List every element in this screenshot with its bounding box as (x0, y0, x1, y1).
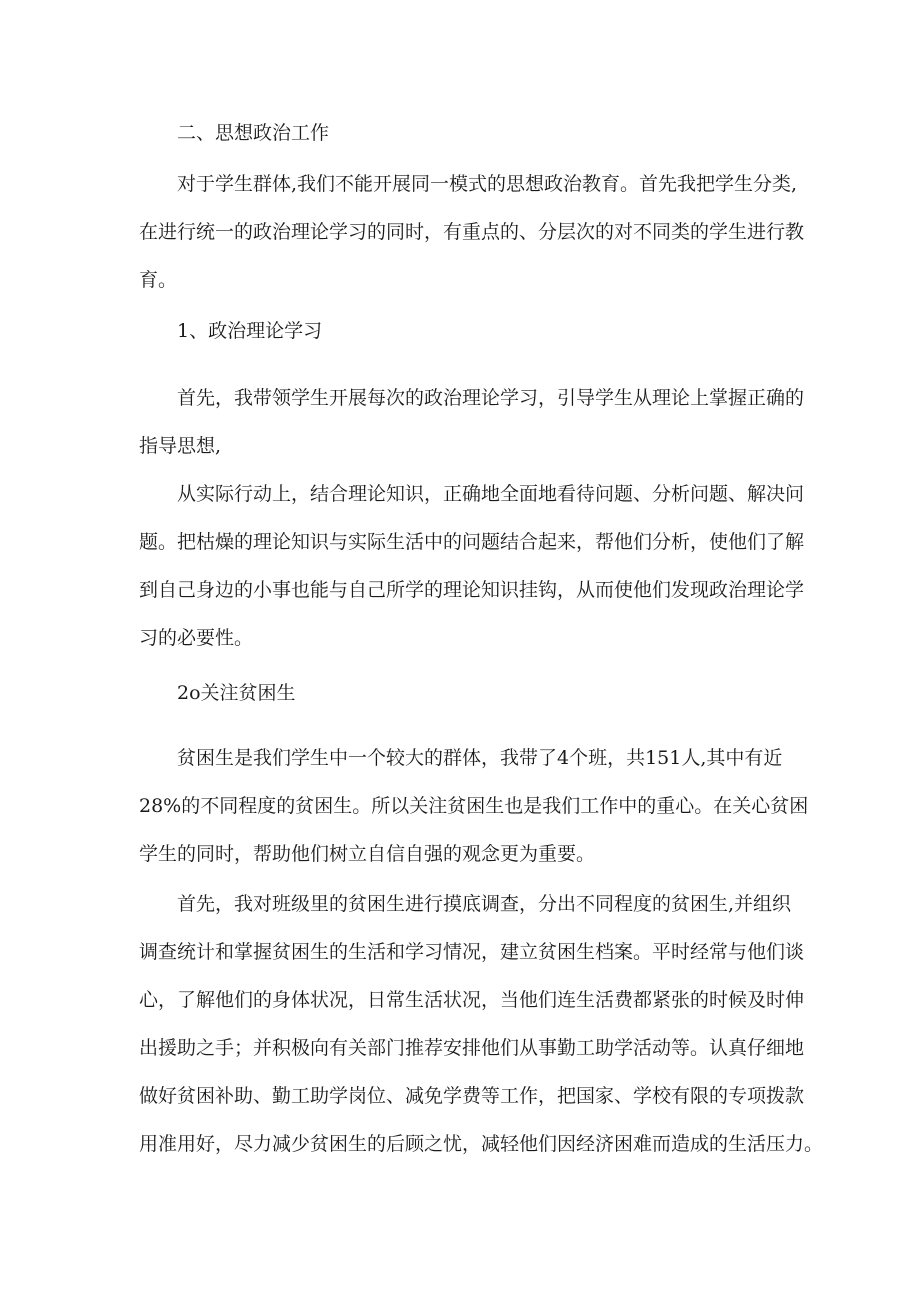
sub1-p1-line-2: 指导思想, (139, 435, 222, 457)
sub2-p2-line-5: 做好贫困补助、勤工助学岗位、减免学费等工作，把国家、学校有限的专项拨款 (139, 1085, 805, 1107)
intro-line-1: 对于学生群体,我们不能开展同一模式的思想政治教育。首先我把学生分类, (177, 173, 798, 195)
sub2-p1-line-2: 28%的不同程度的贫困生。所以关注贫困生也是我们工作中的重心。在关心贫困 (139, 795, 809, 817)
subsection-1-title: 1、政治理论学习 (177, 320, 323, 342)
section-title: 二、思想政治工作 (177, 122, 330, 144)
sub2-p2-line-6: 用准用好，尽力减少贫困生的后顾之忧，减轻他们因经济困难而造成的生活压力。 (139, 1133, 824, 1155)
sub1-p2-line-4: 习的必要性。 (139, 627, 254, 649)
sub1-p2-line-3: 到自己身边的小事也能与自己所学的理论知识挂钩，从而使他们发现政治理论学 (139, 579, 805, 601)
sub2-p2-line-4: 出援助之手；并积极向有关部门推荐安排他们从事勤工助学活动等。认真仔细地 (139, 1037, 805, 1059)
sub1-p1-line-1: 首先，我带领学生开展每次的政治理论学习，引导学生从理论上掌握正确的 (177, 387, 805, 409)
sub1-p2-line-1: 从实际行动上，结合理论知识，正确地全面地看待问题、分析问题、解决问 (177, 483, 805, 505)
subsection-2-title: 2o关注贫困生 (177, 682, 296, 704)
sub2-p2-line-1: 首先，我对班级里的贫困生进行摸底调查，分出不同程度的贫困生,并组织 (177, 893, 792, 915)
sub2-p1-line-1: 贫困生是我们学生中一个较大的群体，我带了4个班，共151人,其中有近 (177, 747, 783, 769)
sub2-p2-line-3: 心，了解他们的身体状况，日常生活状况，当他们连生活费都紧张的时候及时伸 (139, 989, 805, 1011)
sub2-p1-line-3: 学生的同时，帮助他们树立自信自强的观念更为重要。 (139, 843, 596, 865)
sub1-p2-line-2: 题。把枯燥的理论知识与实际生活中的问题结合起来，帮他们分析，使他们了解 (139, 531, 805, 553)
intro-line-3: 育。 (139, 269, 178, 291)
sub2-p2-line-2: 调查统计和掌握贫困生的生活和学习情况，建立贫困生档案。平时经常与他们谈 (139, 941, 805, 963)
intro-line-2: 在进行统一的政治理论学习的同时，有重点的、分层次的对不同类的学生进行教 (139, 221, 805, 243)
